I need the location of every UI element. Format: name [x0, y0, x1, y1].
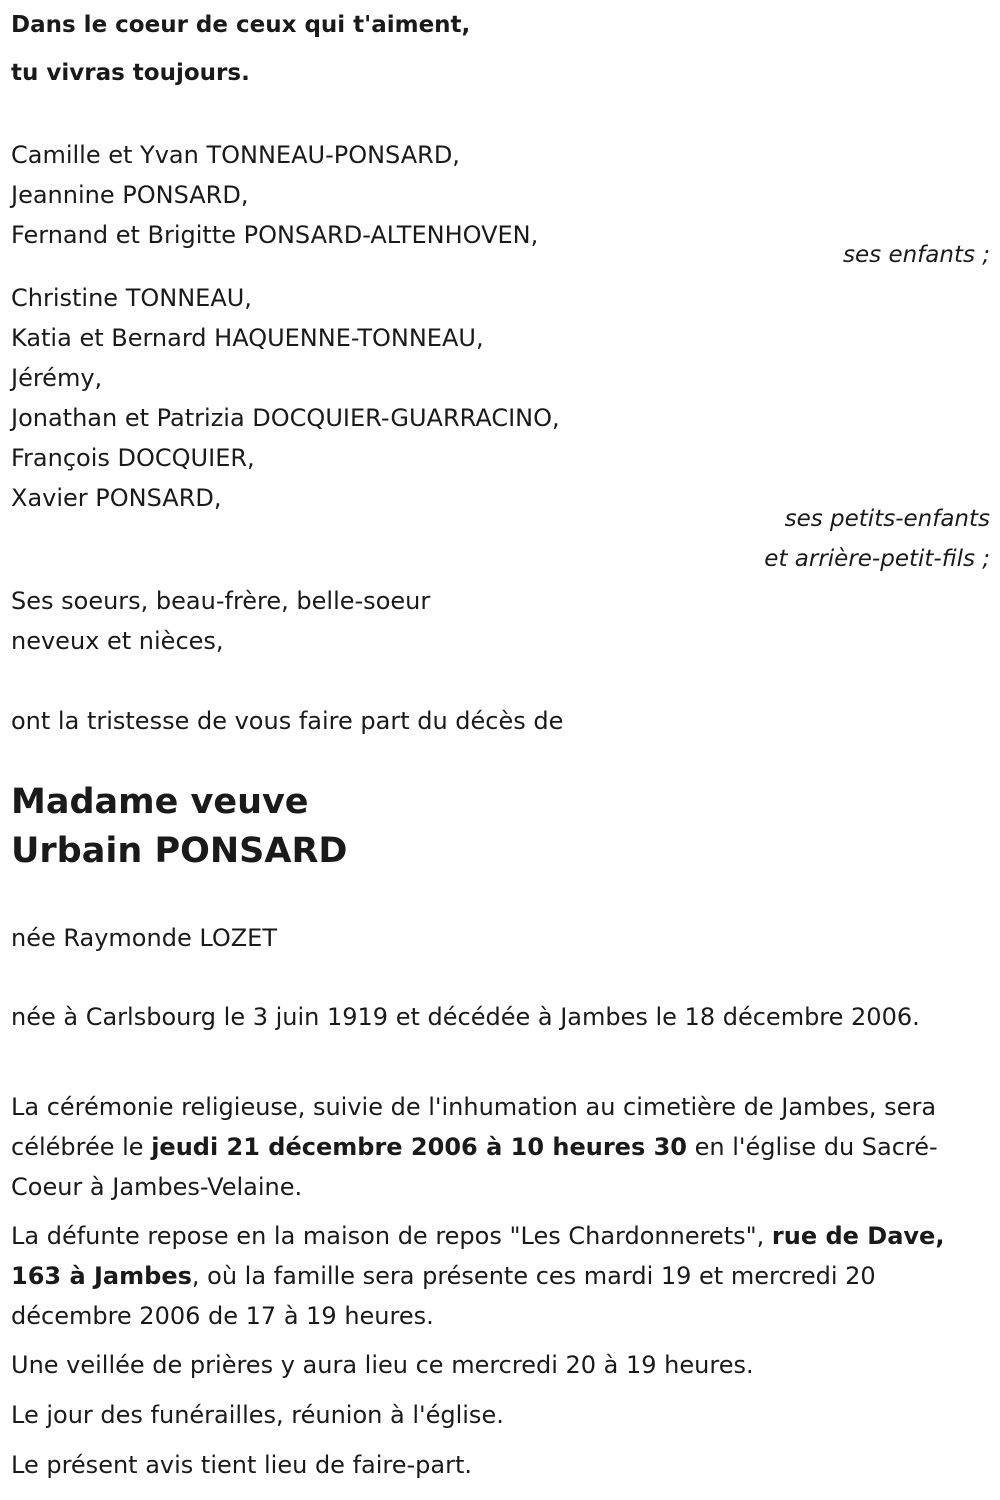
rest-address: rue de Dave, 163 à Jambes: [11, 1222, 945, 1290]
vigil-paragraph: Une veillée de prières y aura lieu ce mercredi 20 à 19 heures.: [11, 1351, 754, 1379]
others-line-2: neveux et nièces,: [11, 627, 224, 655]
ceremony-place: en l'église du Sacré-Coeur à Jambes-Velaine.: [11, 1133, 938, 1201]
ceremony-date: jeudi 21 décembre 2006 à 10 heures 30: [151, 1133, 687, 1161]
grandchild-name: Christine TONNEAU,: [11, 284, 252, 312]
grandchild-name: Katia et Bernard HAQUENNE-TONNEAU,: [11, 324, 484, 352]
epigraph-line-2: tu vivras toujours.: [11, 60, 250, 86]
grandchildren-role-line-1: ses petits-enfants: [784, 506, 990, 532]
child-name: Camille et Yvan TONNEAU-PONSARD,: [11, 141, 460, 169]
rest-paragraph: [11, 1216, 991, 1336]
ceremony-paragraph: [11, 1087, 991, 1207]
rest-visiting-hours: , où la famille sera présente ces mardi 19 et mercredi 20 décembre 2006 de 17 à 19 heures.: [11, 1262, 876, 1330]
child-name: Fernand et Brigitte PONSARD-ALTENHOVEN,: [11, 221, 539, 249]
child-name: Jeannine PONSARD,: [11, 181, 249, 209]
ceremony-text: La cérémonie religieuse, suivie de l'inhumation au cimetière de Jambes, sera célébrée le: [11, 1093, 937, 1161]
grandchild-name: Jonathan et Patrizia DOCQUIER-GUARRACINO,: [11, 404, 560, 432]
grandchild-name: François DOCQUIER,: [11, 444, 255, 472]
grandchild-name: Jérémy,: [11, 364, 103, 392]
maiden-name: née Raymonde LOZET: [11, 924, 278, 952]
funeral-day-paragraph: Le jour des funérailles, réunion à l'église.: [11, 1401, 504, 1429]
deceased-name-line-1: Madame veuve: [11, 782, 309, 822]
grandchildren-role-line-2: et arrière-petit-fils ;: [764, 546, 990, 572]
rest-text: La défunte repose en la maison de repos "Les Chardonnerets",: [11, 1222, 772, 1250]
birth-death-paragraph: née à Carlsbourg le 3 juin 1919 et décédée à Jambes le 18 décembre 2006.: [11, 1003, 920, 1031]
deceased-name-line-2: Urbain PONSARD: [11, 831, 348, 871]
grandchild-name: Xavier PONSARD,: [11, 484, 222, 512]
announcement: ont la tristesse de vous faire part du décès de: [11, 707, 564, 735]
notice-paragraph: Le présent avis tient lieu de faire-part.: [11, 1451, 473, 1479]
others-line-1: Ses soeurs, beau-frère, belle-soeur: [11, 587, 431, 615]
children-role: ses enfants ;: [843, 242, 990, 268]
epigraph-line-1: Dans le coeur de ceux qui t'aiment,: [11, 12, 471, 38]
